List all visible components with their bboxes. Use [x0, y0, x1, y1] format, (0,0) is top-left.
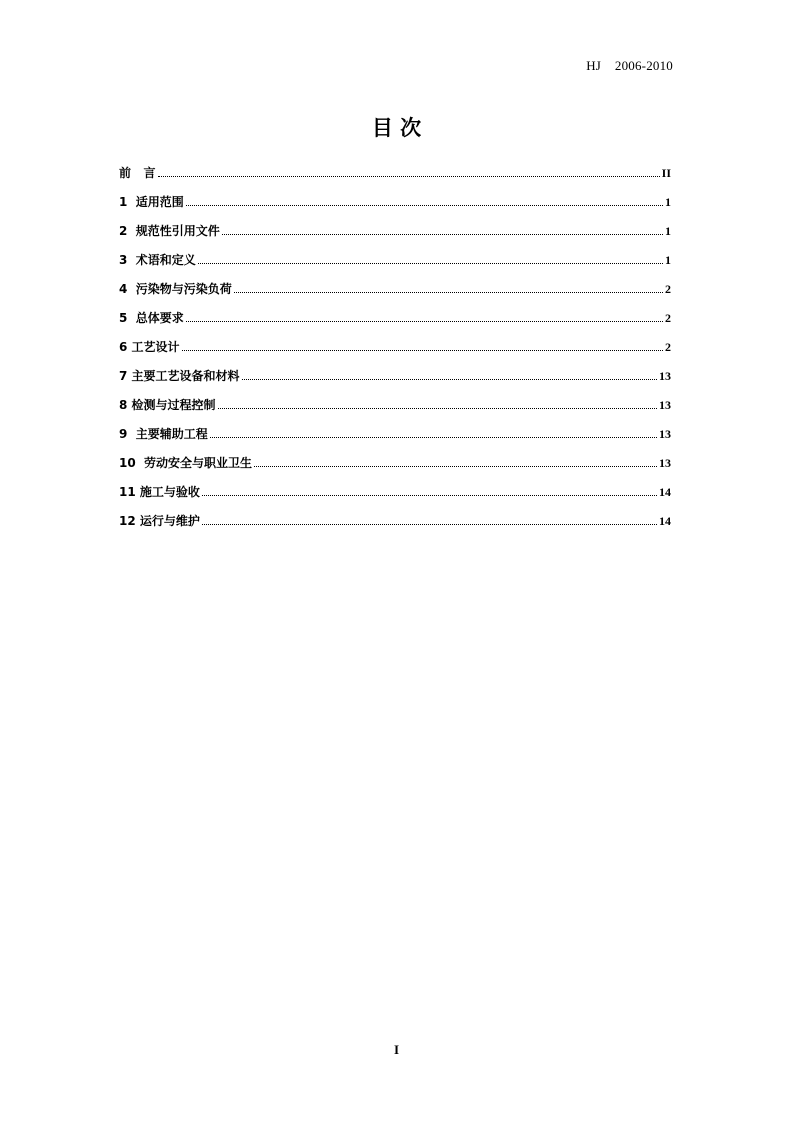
toc-entry-label: 前 言 — [119, 166, 156, 180]
toc-entry-label: 10 劳动安全与职业卫生 — [119, 456, 253, 470]
toc-entry-page: 14 — [659, 485, 671, 499]
dot-leader — [198, 262, 663, 264]
toc-entry-label: 8 检测与过程控制 — [119, 398, 216, 412]
toc-entry-page: 1 — [665, 195, 671, 209]
dot-leader — [218, 407, 657, 409]
toc-entry-safety-health[interactable] — [119, 443, 671, 472]
dot-leader — [254, 465, 657, 467]
toc-entry-scope[interactable] — [119, 182, 671, 211]
toc-entry-label: 9 主要辅助工程 — [119, 427, 208, 441]
toc-entry-general-requirements[interactable] — [119, 298, 671, 327]
toc-entry-page: 13 — [659, 369, 671, 383]
toc-entry-page: 1 — [665, 253, 671, 267]
toc-entry-pollutants-load[interactable] — [119, 269, 671, 298]
toc-entry-label: 1 适用范围 — [119, 195, 184, 209]
toc-title: 目 次 — [371, 116, 422, 140]
standard-code: HJ 2006-2010 — [586, 58, 673, 73]
toc-entry-page: 13 — [659, 427, 671, 441]
toc-entry-normative-references[interactable] — [119, 211, 671, 240]
toc-entry-label: 7 主要工艺设备和材料 — [119, 369, 240, 383]
toc-entry-page: 2 — [665, 340, 671, 354]
toc-entry-label: 2 规范性引用文件 — [119, 224, 220, 238]
toc-entry-label: 4 污染物与污染负荷 — [119, 282, 232, 296]
dot-leader — [186, 320, 663, 322]
toc-entry-terms-definitions[interactable] — [119, 240, 671, 269]
dot-leader — [158, 175, 660, 177]
toc-entry-label: 5 总体要求 — [119, 311, 184, 325]
table-of-contents — [119, 153, 671, 530]
toc-entry-preface[interactable] — [119, 153, 671, 182]
dot-leader — [186, 204, 663, 206]
toc-entry-equipment-materials[interactable] — [119, 356, 671, 385]
toc-entry-construction-acceptance[interactable] — [119, 472, 671, 501]
dot-leader — [182, 349, 663, 351]
toc-entry-page: 1 — [665, 224, 671, 238]
toc-entry-label: 3 术语和定义 — [119, 253, 196, 267]
toc-entry-page: 13 — [659, 398, 671, 412]
toc-entry-operation-maintenance[interactable] — [119, 501, 671, 530]
toc-entry-process-design[interactable] — [119, 327, 671, 356]
toc-entry-page: 2 — [665, 311, 671, 325]
toc-entry-page: 13 — [659, 456, 671, 470]
dot-leader — [210, 436, 657, 438]
dot-leader — [202, 523, 657, 525]
toc-entry-page: 2 — [665, 282, 671, 296]
dot-leader — [222, 233, 663, 235]
dot-leader — [242, 378, 657, 380]
dot-leader — [202, 494, 657, 496]
page-number: I — [393, 1042, 400, 1057]
toc-entry-page: 14 — [659, 514, 671, 528]
toc-entry-monitoring-control[interactable] — [119, 385, 671, 414]
toc-entry-auxiliary-works[interactable] — [119, 414, 671, 443]
toc-entry-label: 6 工艺设计 — [119, 340, 180, 354]
toc-entry-page: II — [661, 166, 671, 180]
dot-leader — [234, 291, 663, 293]
toc-entry-label: 12 运行与维护 — [119, 514, 200, 528]
toc-entry-label: 11 施工与验收 — [119, 485, 200, 499]
